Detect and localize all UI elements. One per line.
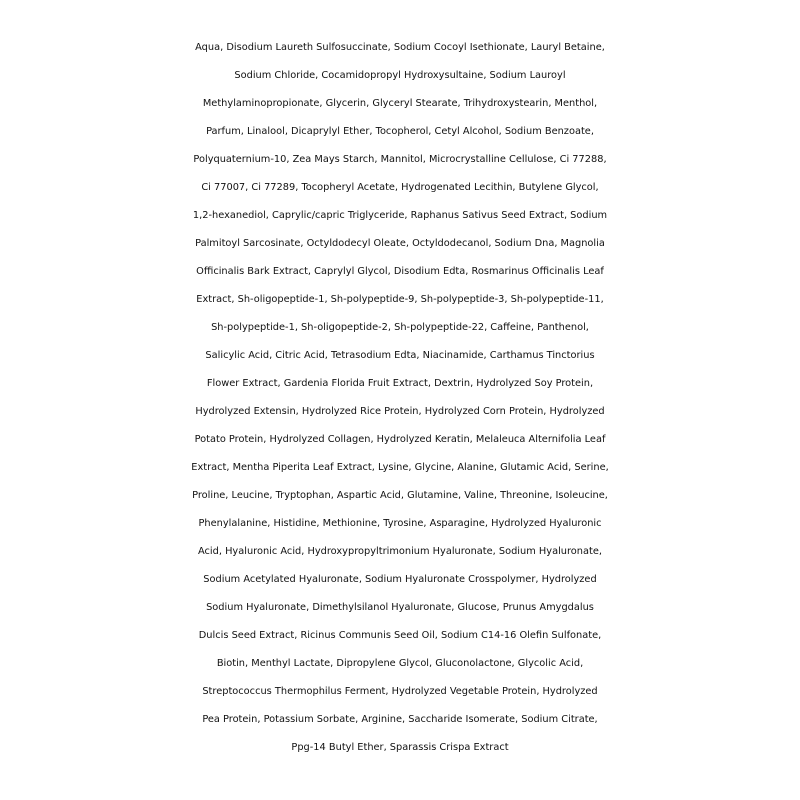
ingredient-line: Aqua, Disodium Laureth Sulfosuccinate, Sodium Cocoyl Isethionate, Lauryl Betaine, [195,42,605,53]
ingredient-line: Methylaminopropionate, Glycerin, Glyceryl Stearate, Trihydroxystearin, Menthol, [202,98,598,109]
ingredient-line: Sodium Acetylated Hyaluronate, Sodium Hyaluronate Crosspolymer, Hydrolyzed [203,574,597,585]
ingredient-line: Hydrolyzed Extensin, Hydrolyzed Rice Protein, Hydrolyzed Corn Protein, Hydrolyzed [195,406,605,417]
ingredient-line: Dulcis Seed Extract, Ricinus Communis Seed Oil, Sodium C14-16 Olefin Sulfonate, [198,630,602,641]
ingredient-line: 1,2-hexanediol, Caprylic/capric Triglyceride, Raphanus Sativus Seed Extract, Sodium [192,210,608,221]
ingredient-line: Sodium Chloride, Cocamidopropyl Hydroxysultaine, Sodium Lauroyl [234,70,566,81]
ingredient-line: Salicylic Acid, Citric Acid, Tetrasodium Edta, Niacinamide, Carthamus Tinctorius [205,350,595,361]
ingredient-line: Biotin, Menthyl Lactate, Dipropylene Glycol, Gluconolactone, Glycolic Acid, [216,658,584,669]
ingredient-line: Ppg-14 Butyl Ether, Sparassis Crispa Extract [291,742,509,753]
ingredient-line: Flower Extract, Gardenia Florida Fruit Extract, Dextrin, Hydrolyzed Soy Protein, [206,378,594,389]
ingredient-list [0,34,800,762]
ingredient-line: Ci 77007, Ci 77289, Tocopheryl Acetate, Hydrogenated Lecithin, Butylene Glycol, [201,182,599,193]
ingredient-line: Acid, Hyaluronic Acid, Hydroxypropyltrimonium Hyaluronate, Sodium Hyaluronate, [197,546,602,557]
ingredient-line: Potato Protein, Hydrolyzed Collagen, Hydrolyzed Keratin, Melaleuca Alternifolia Leaf [194,434,606,445]
ingredient-line: Sh-polypeptide-1, Sh-oligopeptide-2, Sh-polypeptide-22, Caffeine, Panthenol, [211,322,589,333]
ingredient-line: Polyquaternium-10, Zea Mays Starch, Mannitol, Microcrystalline Cellulose, Ci 77288, [193,154,607,165]
ingredient-line: Pea Protein, Potassium Sorbate, Arginine, Saccharide Isomerate, Sodium Citrate, [202,714,598,725]
ingredient-line: Streptococcus Thermophilus Ferment, Hydrolyzed Vegetable Protein, Hydrolyzed [202,686,598,697]
ingredient-line: Palmitoyl Sarcosinate, Octyldodecyl Oleate, Octyldodecanol, Sodium Dna, Magnolia [195,238,605,249]
ingredient-line: Extract, Sh-oligopeptide-1, Sh-polypeptide-9, Sh-polypeptide-3, Sh-polypeptide-11, [196,294,604,305]
ingredient-line: Extract, Mentha Piperita Leaf Extract, Lysine, Glycine, Alanine, Glutamic Acid, Serine, [191,462,609,473]
ingredient-line: Proline, Leucine, Tryptophan, Aspartic Acid, Glutamine, Valine, Threonine, Isoleucine, [192,490,608,501]
ingredient-line: Officinalis Bark Extract, Caprylyl Glycol, Disodium Edta, Rosmarinus Officinalis Leaf [196,266,604,277]
ingredient-line: Phenylalanine, Histidine, Methionine, Tyrosine, Asparagine, Hydrolyzed Hyaluronic [198,518,602,529]
ingredient-line: Sodium Hyaluronate, Dimethylsilanol Hyaluronate, Glucose, Prunus Amygdalus [206,602,594,613]
ingredient-line: Parfum, Linalool, Dicaprylyl Ether, Tocopherol, Cetyl Alcohol, Sodium Benzoate, [206,126,594,137]
